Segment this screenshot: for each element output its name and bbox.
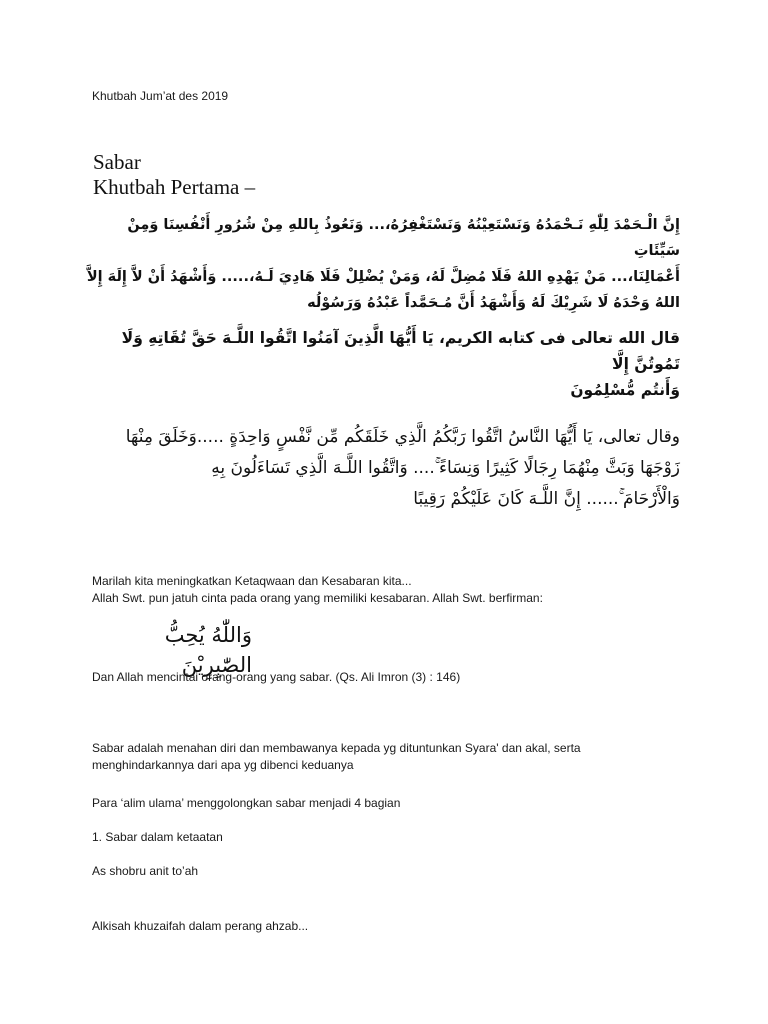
translation-text: Dan Allah mencintai orang-orang yang sabar. (Qs. Ali Imron (3) : 146) (92, 670, 461, 684)
arabic-verse-nisa (80, 422, 680, 515)
story-line: Alkisah khuzaifah dalam perang ahzab... (92, 919, 309, 933)
arabic-line: زَوْجَهَا وَبَثَّ مِنْهُمَا رِجَالًا كَثِيرًا وَنِسَاءً ۚ.... وَاتَّقُوا اللَّـهَ الَّذِي تَسَاءَلُونَ بِهِ (211, 458, 680, 478)
definition-line-1: Sabar adalah menahan diri dan membawanya kepada yg dituntunkan Syara' dan akal, serta (92, 741, 581, 755)
document-subtitle: Khutbah Pertama – (93, 175, 256, 199)
document-header-line: Khutbah Jum’at des 2019 (92, 89, 229, 103)
arabic-line: وَأَنتُم مُّسْلِمُونَ (570, 381, 680, 399)
ulama-line: Para ‘alim ulama’ menggolongkan sabar menjadi 4 bagian (92, 796, 401, 810)
arabic-quote: وَاللّٰهُ يُحِبُّ الصّٰبِرِيْنَ (164, 623, 252, 677)
point-1-transliteration: As shobru anit to’ah (92, 864, 199, 878)
paragraph-intro-1: Marilah kita meningkatkan Ketaqwaan dan Kesabaran kita... (92, 574, 412, 588)
arabic-opening-prayer (80, 212, 680, 316)
arabic-line: وقال تعالى، يَا أَيُّهَا النَّاسُ اتَّقُوا رَبَّكُمُ الَّذِي خَلَقَكُم مِّن نَّفْسٍ وَاحِدَةٍ .....وَخَلَقَ مِنْهَا (125, 427, 680, 447)
definition-line-2: menghindarkannya dari apa yg dibenci keduanya (92, 758, 354, 772)
arabic-line: وَالْأَرْحَامَ ۚ...... إِنَّ اللَّـهَ كَانَ عَلَيْكُمْ رَقِيبًا (413, 489, 680, 509)
arabic-line: إِنَّ الْـحَمْدَ لِلّٰهِ نَـحْمَدُهُ وَنَسْتَعِيْنُهُ وَنَسْتَغْفِرُهُ،... وَنَعُوذُ بِاللهِ مِنْ شُرُورِ أَنْفُسِنَا وَمِنْ سَيِّئَاتِ (127, 217, 680, 259)
arabic-verse-imran (80, 325, 680, 403)
document-title: Sabar (93, 150, 141, 174)
arabic-line: أَعْمَالِنَا،... مَنْ يَهْدِهِ اللهُ فَلَا مُضِلَّ لَهُ، وَمَنْ يُضْلِلْ فَلَا هَادِيَ لَـهُ،..... وَأَشْهَدُ أَنْ لاَّ إِلَهَ إِلاَّ (86, 269, 680, 285)
arabic-line: اللهُ وَحْدَهُ لَا شَرِيْكَ لَهُ وَأَشْهَدُ أَنَّ مُـحَمَّداً عَبْدُهُ وَرَسُوْلُه (307, 295, 680, 311)
paragraph-intro-2: Allah Swt. pun jatuh cinta pada orang yang memiliki kesabaran. Allah Swt. berfirman: (92, 591, 543, 605)
arabic-line: قال الله تعالى فى كتابه الكريم، يَا أَيُّهَا الَّذِينَ آمَنُوا اتَّقُوا اللَّـهَ حَقَّ تُقَاتِهِ وَلَا تَمُوتُنَّ إِلَّا (121, 329, 680, 373)
point-1: 1. Sabar dalam ketaatan (92, 830, 223, 844)
